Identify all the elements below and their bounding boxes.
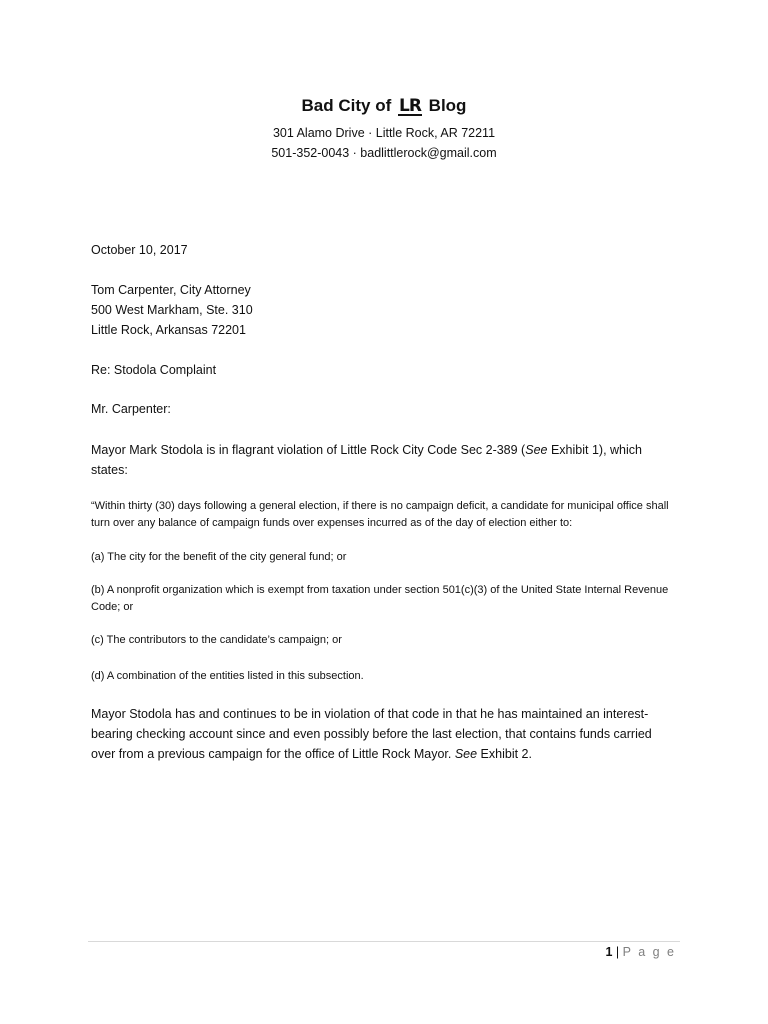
recipient-city: Little Rock, Arkansas 72201: [91, 323, 246, 337]
letterhead-address: 301 Alamo Drive · Little Rock, AR 72211: [272, 126, 496, 140]
subject-line: Re: Stodola Complaint: [91, 363, 217, 377]
page-number: 1: [605, 945, 613, 959]
recipient-name: Tom Carpenter, City Attorney: [91, 283, 251, 297]
title-text-end: Blog: [428, 96, 467, 115]
quote-item-c: (c) The contributors to the candidate’s campaign; or: [91, 634, 342, 646]
page-footer: [560, 942, 676, 962]
intro-text-end: Exhibit 1), which states:: [91, 443, 642, 477]
closing-text: Mayor Stodola has and continues to be in violation of that code in that he has maintained an interest-bearing checking account since and even possibly before the last election, that contains funds carried over from a previous campaign for the office of Little Rock Mayor.: [91, 707, 652, 761]
closing-text-end: Exhibit 2.: [477, 747, 532, 761]
lr-logo: LR: [399, 96, 421, 116]
salutation: Mr. Carpenter:: [91, 402, 171, 416]
letterhead: [0, 94, 768, 163]
quote-item-d: (d) A combination of the entities listed in this subsection.: [91, 670, 364, 682]
quote-item-b: (b) A nonprofit organization which is exempt from taxation under section 501(c)(3) of the United State Internal Revenue Code; or: [91, 584, 669, 613]
letter-date: October 10, 2017: [91, 243, 188, 257]
title-text-start: Bad City of: [301, 96, 392, 115]
letterhead-contact: 501-352-0043 · badlittlerock@gmail.com: [271, 146, 497, 160]
intro-paragraph: [91, 440, 676, 480]
recipient-street: 500 West Markham, Ste. 310: [91, 303, 253, 317]
closing-paragraph: [91, 704, 676, 764]
quote-item-a: (a) The city for the benefit of the city general fund; or: [91, 551, 347, 563]
letterhead-title: [0, 94, 768, 118]
intro-text: Mayor Mark Stodola is in flagrant violation of Little Rock City Code Sec 2-389 (: [91, 443, 526, 457]
intro-see: See: [525, 443, 548, 457]
page-label: P a g e: [622, 945, 676, 959]
page-separator: |: [612, 945, 623, 959]
code-quote: “Within thirty (30) days following a general election, if there is no campaign deficit, a candidate for municipal office shall turn over any balance of campaign funds over expenses incurred as of the day of election either to:: [91, 500, 669, 529]
recipient-address: [91, 280, 676, 340]
closing-see: See: [454, 747, 478, 761]
